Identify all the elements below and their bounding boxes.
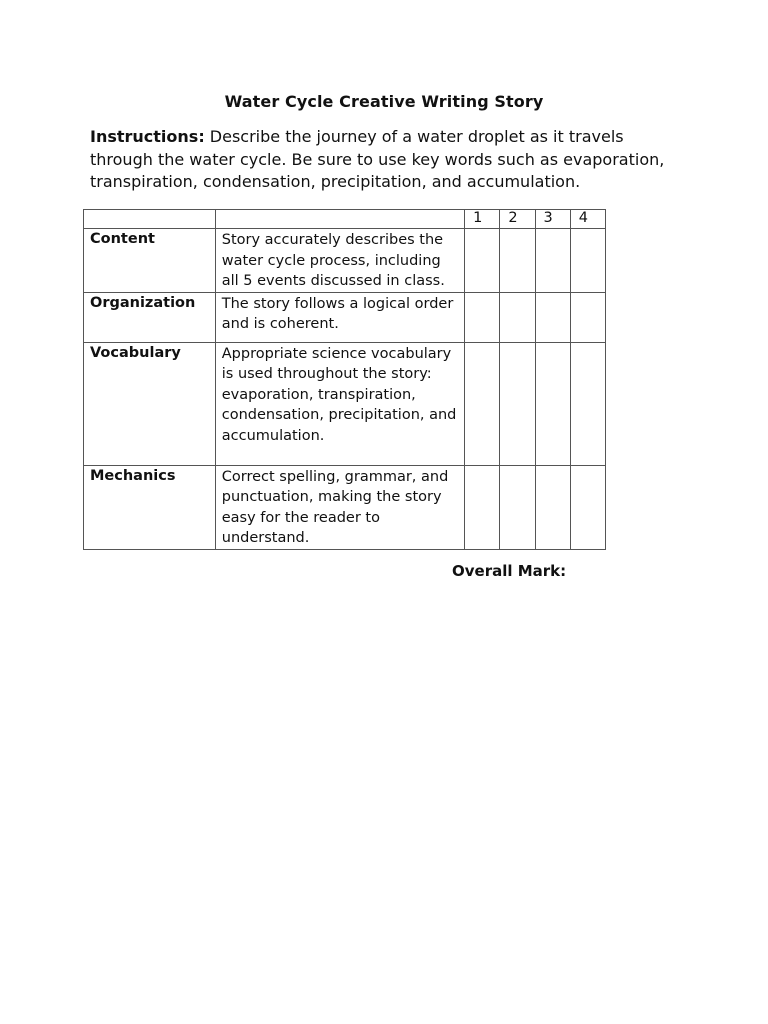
page-title: Water Cycle Creative Writing Story <box>224 92 544 111</box>
score-cell-vocabulary-1 <box>465 342 500 465</box>
description-mechanics: Correct spelling, grammar, and punctuation, making the story easy for the reader to understand. <box>215 465 464 549</box>
score-cell-vocabulary-2 <box>500 342 535 465</box>
score-cell-organization-4 <box>570 292 605 342</box>
score-header-2: 2 <box>500 210 535 229</box>
category-organization: Organization <box>84 292 216 342</box>
description-vocabulary: Appropriate science vocabulary is used throughout the story: evaporation, transpiration, condensation, precipitation, and accumulation. <box>215 342 464 465</box>
score-cell-mechanics-4 <box>570 465 605 549</box>
score-header-4: 4 <box>570 210 605 229</box>
score-header-1: 1 <box>465 210 500 229</box>
category-vocabulary: Vocabulary <box>84 342 216 465</box>
score-cell-mechanics-3 <box>535 465 570 549</box>
score-cell-mechanics-1 <box>465 465 500 549</box>
rubric-row-organization <box>84 292 606 342</box>
category-mechanics: Mechanics <box>84 465 216 549</box>
category-content: Content <box>84 229 216 293</box>
rubric-table <box>83 209 606 550</box>
overall-mark-label: Overall Mark: <box>452 562 567 580</box>
rubric-row-mechanics <box>84 465 606 549</box>
description-content: Story accurately describes the water cycle process, including all 5 events discussed in class. <box>215 229 464 293</box>
header-blank-description <box>215 210 464 229</box>
instructions-text: Describe the journey of a water droplet as it travels through the water cycle. Be sure to use key words such as evaporation, transpiration, condensation, precipitation, and accumulation. <box>90 127 665 191</box>
score-cell-content-4 <box>570 229 605 293</box>
score-cell-organization-1 <box>465 292 500 342</box>
score-cell-vocabulary-3 <box>535 342 570 465</box>
instructions-paragraph <box>90 126 690 194</box>
score-cell-vocabulary-4 <box>570 342 605 465</box>
score-cell-content-1 <box>465 229 500 293</box>
score-header-3: 3 <box>535 210 570 229</box>
rubric-row-vocabulary <box>84 342 606 465</box>
header-blank-category <box>84 210 216 229</box>
score-cell-mechanics-2 <box>500 465 535 549</box>
score-cell-organization-2 <box>500 292 535 342</box>
score-cell-content-3 <box>535 229 570 293</box>
description-organization: The story follows a logical order and is coherent. <box>215 292 464 342</box>
rubric-header-row <box>84 210 606 229</box>
score-cell-content-2 <box>500 229 535 293</box>
score-cell-organization-3 <box>535 292 570 342</box>
rubric-row-content <box>84 229 606 293</box>
instructions-label: Instructions: <box>90 127 205 146</box>
